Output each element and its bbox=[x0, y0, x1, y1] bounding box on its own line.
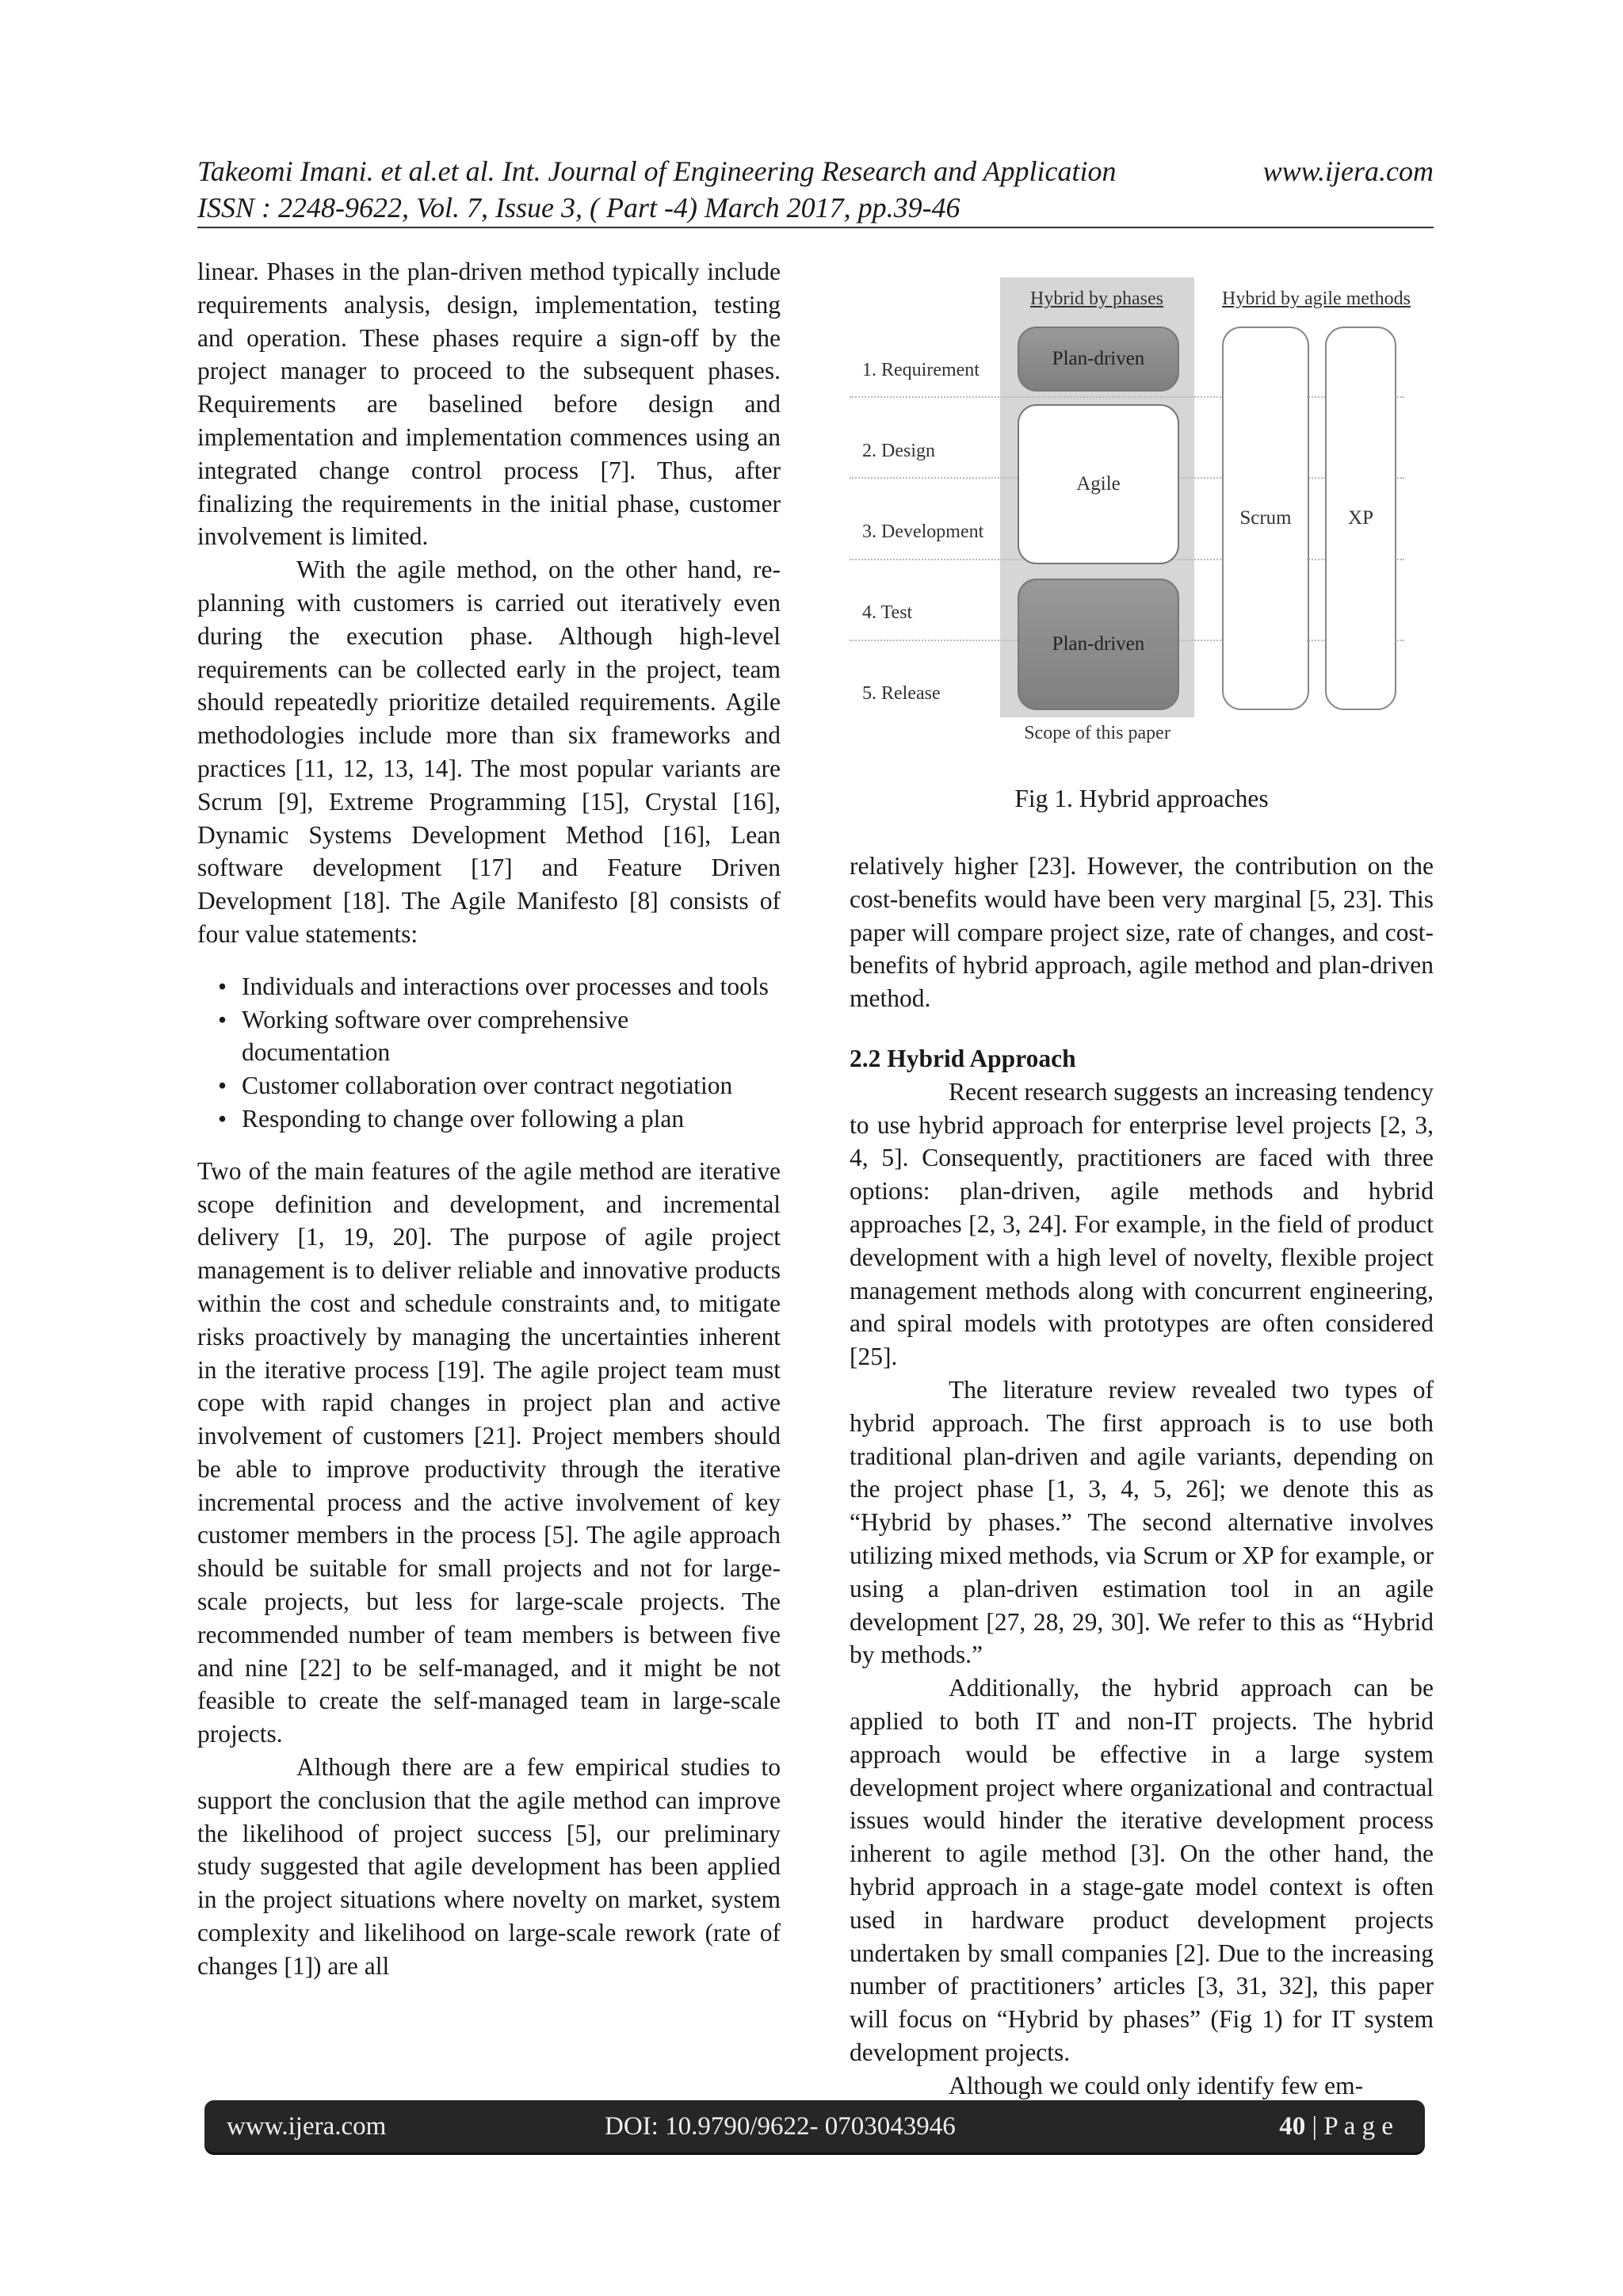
header-divider bbox=[197, 227, 1434, 228]
bullet-icon: • bbox=[218, 972, 227, 1000]
figure-hybrid-approaches bbox=[850, 269, 1434, 753]
footer-doi: DOI: 10.9790/9622- 0703043946 bbox=[605, 2111, 956, 2141]
box-plan-driven-top: Plan-driven bbox=[1018, 327, 1179, 392]
footer-website-link[interactable]: www.ijera.com bbox=[227, 2111, 387, 2141]
page-footer bbox=[204, 2100, 1425, 2153]
paragraph: With the agile method, on the other hand, re-planning with customers is carried out iteratively even during the execution phase. Although high-level requirements can be collected early in the project, team should repeatedly prioritize detailed requirements. Agile methodologies include more than six frameworks and practices [11, 12, 13, 14]. The most popular variants are Scrum [9], Extreme Programming [15], Crystal [16], Dynamic Systems Development Method [16], Lean software development [17] and Feature Driven Development [18]. The Agile Manifesto [8] consists of four value statements: bbox=[197, 556, 781, 948]
box-plan-driven-bottom: Plan-driven bbox=[1018, 579, 1179, 710]
box-xp: XP bbox=[1325, 327, 1396, 710]
section-heading: 2.2 Hybrid Approach bbox=[850, 1044, 1076, 1072]
paragraph: relatively higher [23]. However, the contribution on the cost-benefits would have been very marginal [5, 23]. This paper will compare project size, rate of changes, and cost-benefits of hybrid approach, agile method and plan-driven method. bbox=[850, 852, 1434, 1013]
scope-caption: Scope of this paper bbox=[1024, 723, 1170, 743]
bullet-icon: • bbox=[218, 1104, 227, 1133]
list-item: • Working software over comprehensive documentation bbox=[218, 1003, 781, 1070]
phase-divider bbox=[850, 396, 1404, 398]
left-column bbox=[197, 255, 781, 1983]
paragraph: Recent research suggests an increasing tendency to use hybrid approach for enterprise level projects [2, 3, 4, 5]. Consequently, practitioners are faced with three options: plan-driven, agile methods and hybrid approaches [2, 3, 24]. For example, in the field of product development with a high level of novelty, flexible project management methods along with concurrent engineering, and spiral models with prototypes are often considered [25]. bbox=[850, 1077, 1434, 1371]
paragraph: Although we could only identify few em- bbox=[949, 2071, 1364, 2099]
list-item: • Customer collaboration over contract negotiation bbox=[218, 1069, 781, 1102]
box-scrum: Scrum bbox=[1222, 327, 1309, 710]
paragraph: The literature review revealed two types of hybrid approach. The first approach is to use both traditional plan-driven and agile variants, depending on the project phase [1, 3, 4, 5, 26]; we denote this as “Hybrid by phases.” The second alternative involves utilizing mixed methods, via Scrum or XP for example, or using a plan-driven estimation tool in an agile development [27, 28, 29, 30]. We refer to this as “Hybrid by methods.” bbox=[850, 1375, 1434, 1669]
journal-title: Takeomi Imani. et al.et al. Int. Journal of Engineering Research and Application bbox=[197, 155, 1117, 187]
phase-label: 3. Development bbox=[862, 521, 984, 542]
figure-caption: Fig 1. Hybrid approaches bbox=[1014, 785, 1269, 812]
phase-label: 1. Requirement bbox=[862, 360, 980, 380]
paragraph: linear. Phases in the plan-driven method typically include requirements analysis, design, implementation, testing and operation. These phases require a sign-off by the project manager to proceed to the subsequent phases. Requirements are baselined before design and implementation and implementation commences using an integrated change control process [7]. Thus, after finalizing the requirements in the initial phase, customer involvement is limited. bbox=[197, 258, 781, 551]
paragraph: Two of the main features of the agile method are iterative scope definition and development, and incremental delivery [1, 19, 20]. The purpose of agile project management is to deliver reliable and innovative products within the cost and schedule constraints and, to mitigate risks proactively by managing the uncertainties inherent in the iterative process [19]. The agile project team must cope with rapid changes in project plan and active involvement of customers [21]. Project members should be able to improve productivity through the iterative incremental process and the active involvement of key customer members in the process [5]. The agile approach should be suitable for small projects and not for large-scale projects, but less for large-scale projects. The recommended number of team members is between five and nine [22] to be self-managed, and it might be not feasible to create the self-managed team in large-scale projects. bbox=[197, 1156, 781, 1748]
phase-label: 4. Test bbox=[862, 602, 913, 623]
phase-label: 2. Design bbox=[862, 441, 935, 461]
bullet-icon: • bbox=[218, 1005, 227, 1033]
paragraph: Although there are a few empirical studies to support the conclusion that the agile method can improve the likelihood of project success [5], our preliminary study suggested that agile development has been applied in the project situations where novelty on market, system complexity and likelihood on large-scale rework (rate of changes [1]) are all bbox=[197, 1753, 781, 1980]
page-header bbox=[197, 153, 1434, 226]
header-website-link[interactable]: www.ijera.com bbox=[1262, 155, 1434, 187]
right-column bbox=[850, 850, 1434, 2102]
phase-label: 5. Release bbox=[862, 683, 941, 704]
list-item: • Responding to change over following a plan bbox=[218, 1102, 781, 1136]
bullet-icon: • bbox=[218, 1072, 227, 1100]
page-number: 40 | P a g e bbox=[1279, 2111, 1393, 2141]
issue-line: ISSN : 2248-9622, Vol. 7, Issue 3, ( Part -4) March 2017, pp.39-46 bbox=[197, 192, 960, 223]
label-hybrid-by-agile-methods: Hybrid by agile methods bbox=[1222, 288, 1411, 309]
list-item: • Individuals and interactions over processes and tools bbox=[218, 970, 781, 1003]
agile-manifesto-list bbox=[218, 970, 781, 1136]
label-hybrid-by-phases: Hybrid by phases bbox=[1030, 288, 1163, 309]
paragraph: Additionally, the hybrid approach can be applied to both IT and non-IT projects. The hybrid approach would be effective in a large system development project where organizational and contractual issues would hinder the iterative development process inherent to agile method [3]. On the other hand, the hybrid approach in a stage-gate model context is often used in hardware product development projects undertaken by small companies [2]. Due to the increasing number of practitioners’ articles [3, 31, 32], this paper will focus on “Hybrid by phases” (Fig 1) for IT system development projects. bbox=[850, 1674, 1434, 2066]
box-agile: Agile bbox=[1018, 404, 1179, 564]
